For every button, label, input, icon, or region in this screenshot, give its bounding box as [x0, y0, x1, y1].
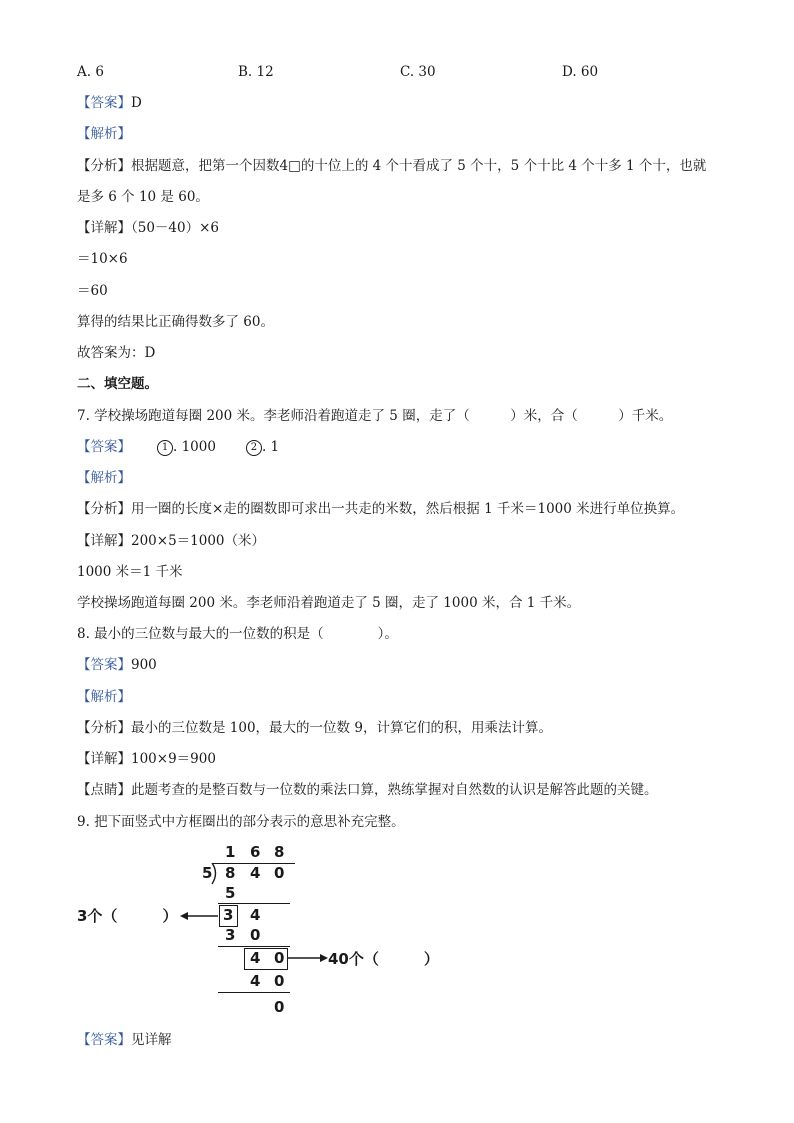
detail-tag: 【详解】 — [77, 220, 131, 236]
q8-detail — [77, 749, 216, 769]
division-bracket — [210, 863, 220, 885]
step-digit: 0 — [274, 972, 285, 990]
q6-detail-3: ＝60 — [77, 283, 108, 299]
q6-fenxi — [77, 156, 706, 176]
q6-detail-5: 故答案为：D — [77, 345, 156, 361]
answer-value: 见详解 — [131, 1032, 172, 1048]
answer-value: 900 — [131, 657, 157, 673]
circled-number: 2 — [246, 440, 262, 456]
fenxi-text: 用一圈的长度×走的圈数即可求出一共走的米数，然后根据 1 千米＝1000 米进行单位换算。 — [131, 501, 685, 517]
long-division-diagram — [60, 838, 480, 1028]
q6-answer — [77, 93, 142, 113]
q6-detail-4: 算得的结果比正确得数多了 60。 — [77, 314, 274, 330]
option-d: D. 60 — [562, 64, 599, 80]
detail-tag: 【详解】 — [77, 751, 131, 767]
q9-question: 9. 把下面竖式中方框圈出的部分表示的意思补充完整。 — [77, 814, 405, 830]
quotient-digit: 1 — [225, 843, 236, 861]
dianjing-text: 此题考查的是整百数与一位数的乘法口算，熟练掌握对自然数的认识是解答此题的关键。 — [131, 782, 658, 798]
detail-text: （50－40）×6 — [131, 220, 220, 236]
detail-tag: 【详解】 — [77, 533, 131, 549]
step-digit: 3 — [225, 926, 236, 944]
step-digit: 4 — [250, 906, 261, 924]
right-arrow-icon — [288, 952, 328, 964]
section-heading: 二、填空题。 — [77, 376, 158, 392]
q8-question: 8. 最小的三位数与最大的一位数的积是（ ）。 — [77, 626, 398, 642]
q7-question: 7. 学校操场跑道每圈 200 米。李老师沿着跑道走了 5 圈，走了（ ）米，合（ ）千米。 — [77, 408, 673, 424]
q8-analysis-tag: 【解析】 — [77, 689, 131, 705]
q6-analysis-tag: 【解析】 — [77, 126, 131, 142]
step-digit: 0 — [274, 949, 285, 967]
answer-value: D — [131, 95, 142, 111]
circled-number: 1 — [157, 440, 173, 456]
step-line — [218, 992, 290, 993]
step-line — [218, 903, 290, 904]
q6-detail — [77, 218, 219, 238]
dividend-digit: 0 — [274, 864, 285, 882]
step-line — [218, 946, 290, 947]
step-digit: 4 — [250, 972, 261, 990]
left-arrow-icon — [180, 910, 220, 922]
step-digit: 4 — [250, 949, 261, 967]
fenxi-tag: 【分析】 — [77, 501, 131, 517]
fenxi-tag: 【分析】 — [77, 158, 131, 174]
q7-fenxi — [77, 499, 684, 519]
option-c: C. 30 — [400, 64, 436, 80]
right-label: 40个（ ） — [328, 950, 439, 968]
option-a: A. 6 — [77, 64, 104, 80]
fenxi-text: 最小的三位数是 100，最大的一位数 9，计算它们的积，用乘法计算。 — [131, 720, 552, 736]
answer-tag: 【答案】 — [77, 1032, 131, 1048]
dividend-digit: 4 — [250, 864, 261, 882]
answer-value: . 1 — [261, 439, 280, 455]
remainder: 0 — [274, 998, 285, 1016]
quotient-digit: 8 — [274, 843, 285, 861]
fenxi-text: 根据题意，把第一个因数4□的十位上的 4 个十看成了 5 个十，5 个十比 4 个十多 1 个十，也就 — [131, 158, 707, 174]
step-digit: 3 — [223, 906, 234, 924]
answer-tag: 【答案】 — [77, 95, 131, 111]
q7-answer — [77, 437, 279, 457]
q7-detail-3: 学校操场跑道每圈 200 米。李老师沿着跑道走了 5 圈，走了 1000 米，合 1 千米。 — [77, 595, 581, 611]
quotient-digit: 6 — [250, 843, 261, 861]
q7-analysis-tag: 【解析】 — [77, 470, 131, 486]
step-digit: 0 — [250, 926, 261, 944]
q6-fenxi-cont: 是多 6 个 10 是 60。 — [77, 189, 209, 205]
dianjing-tag: 【点睛】 — [77, 782, 131, 798]
fenxi-tag: 【分析】 — [77, 720, 131, 736]
answer-tag: 【答案】 — [77, 439, 131, 455]
q8-dianjing — [77, 780, 658, 800]
step-digit: 5 — [225, 884, 236, 902]
option-b: B. 12 — [238, 64, 274, 80]
q8-answer — [77, 655, 157, 675]
detail-text: 100×9＝900 — [131, 751, 216, 767]
dividend-digit: 8 — [225, 864, 236, 882]
q7-detail — [77, 531, 265, 551]
answer-tag: 【答案】 — [77, 657, 131, 673]
q7-detail-2: 1000 米＝1 千米 — [77, 564, 183, 580]
q6-detail-2: ＝10×6 — [77, 251, 128, 267]
left-label: 3个（ ） — [77, 907, 178, 925]
detail-text: 200×5＝1000（米） — [131, 533, 266, 549]
divisor: 5 — [202, 864, 213, 882]
answer-value: . 1000 — [173, 439, 216, 455]
q8-fenxi — [77, 718, 552, 738]
q9-answer — [77, 1030, 172, 1050]
